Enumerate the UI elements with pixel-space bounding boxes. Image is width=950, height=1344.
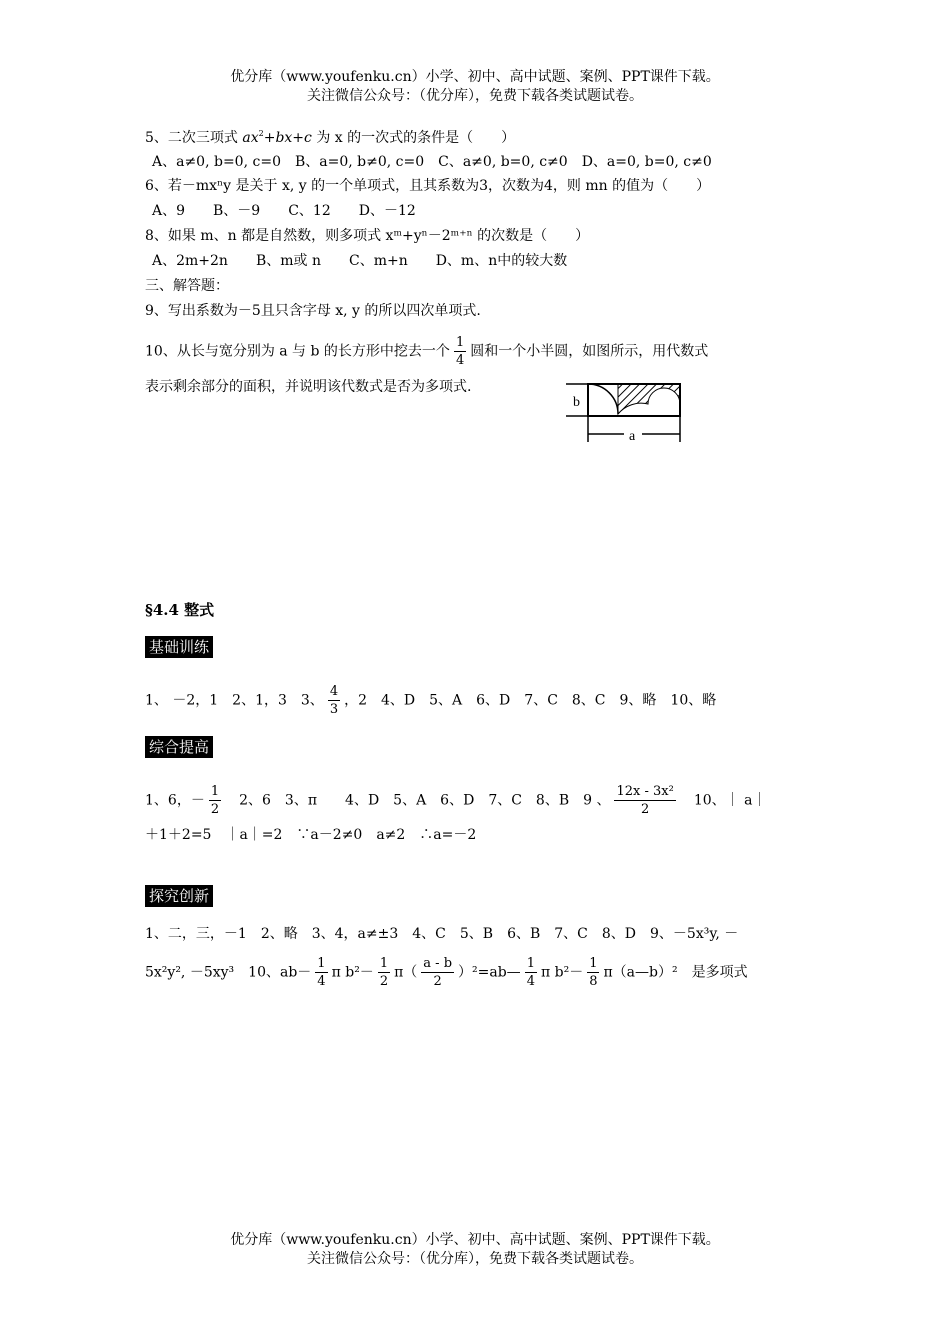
question-9: 9、写出系数为－5且只含字母 x, y 的所以四次单项式. — [145, 303, 481, 319]
fraction: $\frac{1}{8}$ — [589, 956, 598, 989]
footer-line-2: 关注微信公众号：（优分库），免费下载各类试题试卷。 — [307, 1251, 643, 1267]
fraction: $\frac{\text{12x - 3x²}}{2}$ — [616, 784, 674, 817]
question-5: 5、二次三项式 $ax^2+bx+c$ 为 x 的一次式的条件是（ ） — [145, 129, 516, 146]
question-8-options: A、2m+2n B、m或 n C、m+n D、m、n中的较大数 — [152, 253, 568, 269]
question-8: 8、如果 m、n 都是自然数，则多项式 xᵐ+yⁿ－2ᵐ⁺ⁿ 的次数是（ ） — [145, 228, 590, 244]
label-comprehensive: 综合提高 — [145, 736, 213, 758]
question-6: 6、若－mxⁿy 是关于 x, y 的一个单项式，且其系数为3，次数为4，则 mn 的值为（ ） — [145, 178, 711, 194]
comprehensive-answers: 1、6，－ $\frac{1}{2}$ 2、6 3、π 4、D 5、A 6、D 7、C 8、B 9 、 $\frac{\text{12x - 3x²}}{2}$ 10、｜ a｜ — [145, 784, 767, 817]
fraction: $\frac{4}{3}$ — [329, 684, 339, 717]
question-10: 10、从长与宽分别为 a 与 b 的长方形中挖去一个 $\frac{1}{4}$ 圆和一个小半圆，如图所示，用代数式 — [145, 335, 709, 368]
rectangle-figure — [560, 378, 690, 450]
label-explore: 探究创新 — [145, 885, 213, 907]
label-basic-training: 基础训练 — [145, 636, 213, 658]
question-10-line-2: 表示剩余部分的面积，并说明该代数式是否为多项式. — [145, 379, 472, 395]
comprehensive-answers-line-2: ＋1＋2=5 ｜a｜=2 ∵a－2≠0 a≠2 ∴a=－2 — [145, 827, 477, 843]
header-line-1: 优分库（www.youfenku.cn）小学、初中、高中试题、案例、PPT课件下载。 — [230, 69, 720, 85]
section-3-heading: 三、解答题： — [145, 278, 229, 294]
fraction: $\frac{1}{4}$ — [317, 956, 326, 989]
page-footer — [0, 1231, 950, 1269]
answers-title: §4.4 整式 — [145, 601, 215, 619]
question-6-options: A、9 B、－9 C、12 D、－12 — [152, 203, 416, 219]
label-b: b — [573, 395, 580, 410]
footer-line-1: 优分库（www.youfenku.cn）小学、初中、高中试题、案例、PPT课件下载。 — [230, 1232, 720, 1248]
fraction: $\frac{1}{2}$ — [210, 784, 220, 817]
fraction: $\frac{1}{4}$ — [455, 335, 465, 368]
explore-answers-line-2: 5x²y², －5xy³ 10、ab－ $\frac{1}{4}$ π b²－ $\frac{1}{2}$ π（ $\frac{a - b}{2}$ ）²=ab— $\frac{1}{4}$ π b²－ $\frac{1}{8}$ π（a—b）² 是多项式 — [145, 956, 748, 989]
fraction: $\frac{1}{4}$ — [526, 956, 535, 989]
page-header — [0, 68, 950, 106]
label-a: a — [629, 429, 636, 444]
fraction: $\frac{a - b}{2}$ — [423, 956, 453, 989]
explore-answers: 1、二，三，－1 2、略 3、4，a≠±3 4、C 5、B 6、B 7、C 8、D 9、－5x³y, － — [145, 926, 739, 942]
basic-answers: 1、 －2，1 2、1，3 3、 $\frac{4}{3}$ ，2 4、D 5、A 6、D 7、C 8、C 9、略 10、略 — [145, 684, 717, 717]
fraction: $\frac{1}{2}$ — [379, 956, 389, 989]
question-5-options: A、a≠0, b=0, c=0 B、a=0, b≠0, c=0 C、a≠0, b=0, c≠0 D、a=0, b=0, c≠0 — [152, 154, 712, 170]
header-line-2: 关注微信公众号：（优分库），免费下载各类试题试卷。 — [307, 88, 643, 104]
